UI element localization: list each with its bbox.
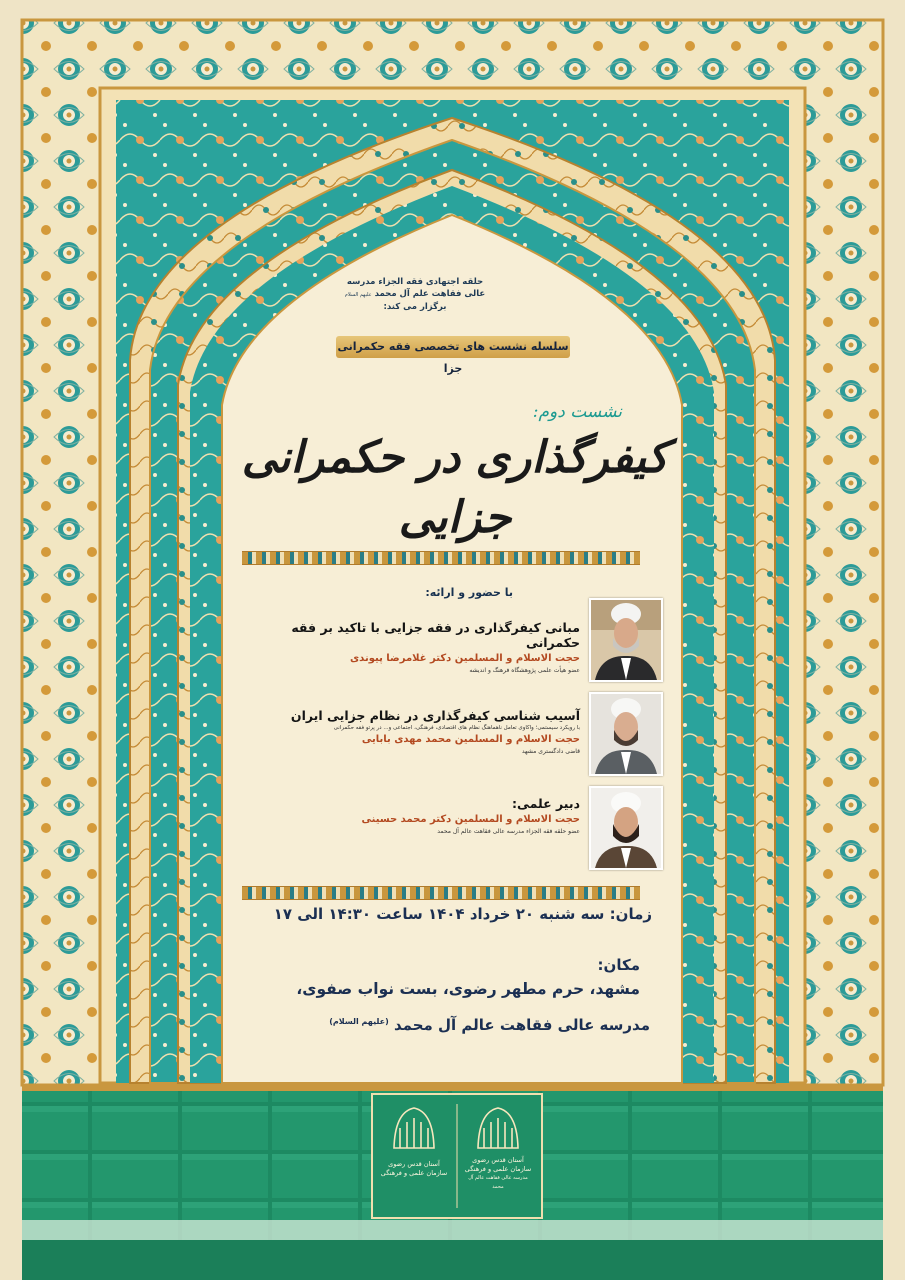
speaker-2-description: با رویکرد سیستمی؛ واکاوی تعامل ناهماهنگ نظام های اقتصادی، فرهنگی، اجتماعی و... در پرتو فقه حکمرانی	[333, 725, 580, 731]
presence-label: با حضور و ارائه:	[425, 586, 513, 599]
logo-right-line3: مدرسه عالی فقاهت عالم آل محمد	[468, 1175, 528, 1190]
speaker-2-affiliation: قاضی دادگستری مشهد	[521, 748, 580, 755]
speaker-1	[250, 620, 580, 674]
place-line1: مشهد، حرم مطهر رضوی، بست نواب صفوی،	[296, 980, 640, 998]
main-title: کیفرگذاری در حکمرانی جزایی	[241, 432, 669, 543]
speaker-2-photo	[589, 692, 663, 776]
speaker-2-topic: آسیب شناسی کیفرگذاری در نظام جزایی ایران	[290, 708, 580, 723]
place-label: مکان:	[597, 956, 640, 974]
place-line2-text: مدرسه عالی فقاهت عالم آل محمد	[393, 1016, 650, 1034]
logo-left-line2: سازمان علمی و فرهنگی	[380, 1169, 448, 1177]
speaker-1-name: حجت الاسلام و المسلمین دکتر غلامرضا پیوندی	[350, 653, 580, 664]
logo-left-line1: آستان قدس رضوی	[388, 1160, 440, 1168]
secretary-affiliation: عضو حلقه فقه الجزاء مدرسه عالی فقاهت عالم آل محمد	[437, 828, 580, 835]
logo-right	[463, 1156, 533, 1192]
ornamental-divider-top	[242, 551, 640, 565]
secretary-name: حجت الاسلام و المسلمین دکتر محمد حسینی	[361, 814, 580, 825]
speaker-1-topic: مبانی کیفرگذاری در فقه جزایی با تاکید بر فقه حکمرانی	[291, 620, 580, 650]
logo-left	[379, 1160, 449, 1178]
ornamental-divider-bottom	[242, 886, 640, 900]
speaker-2-name: حجت الاسلام و المسلمین محمد مهدی بابایی	[361, 734, 580, 745]
organizer-line2: عالی فقاهت علم آل محمد علیهم السلام	[344, 289, 486, 299]
speaker-1-photo	[589, 598, 663, 682]
speaker-2	[250, 708, 580, 755]
speaker-1-affiliation: عضو هیأت علمی پژوهشگاه فرهنگ و اندیشه	[469, 667, 580, 674]
secretary-photo	[589, 786, 663, 870]
organizer-line3: برگزار می کند:	[383, 302, 447, 312]
secretary-label: دبیر علمی:	[511, 796, 580, 811]
place-line2	[240, 1016, 650, 1034]
session-label: نشست دوم:	[532, 402, 622, 422]
logo-right-line1: آستان قدس رضوی	[472, 1156, 524, 1164]
series-banner: سلسله نشست های تخصصی فقه حکمرانی جزا	[336, 336, 570, 358]
secretary	[250, 796, 580, 835]
organizer-text	[340, 276, 490, 313]
event-time: زمان: سه شنبه ۲۰ خرداد ۱۴۰۴ ساعت ۱۴:۳۰ الی ۱۷	[273, 905, 652, 923]
logo-right-line2: سازمان علمی و فرهنگی	[464, 1165, 532, 1173]
place-line2-suffix: (علیهم السلام)	[329, 1017, 389, 1026]
organizer-line1: حلقه اجتهادی فقه الجزاء مدرسه	[346, 277, 484, 287]
